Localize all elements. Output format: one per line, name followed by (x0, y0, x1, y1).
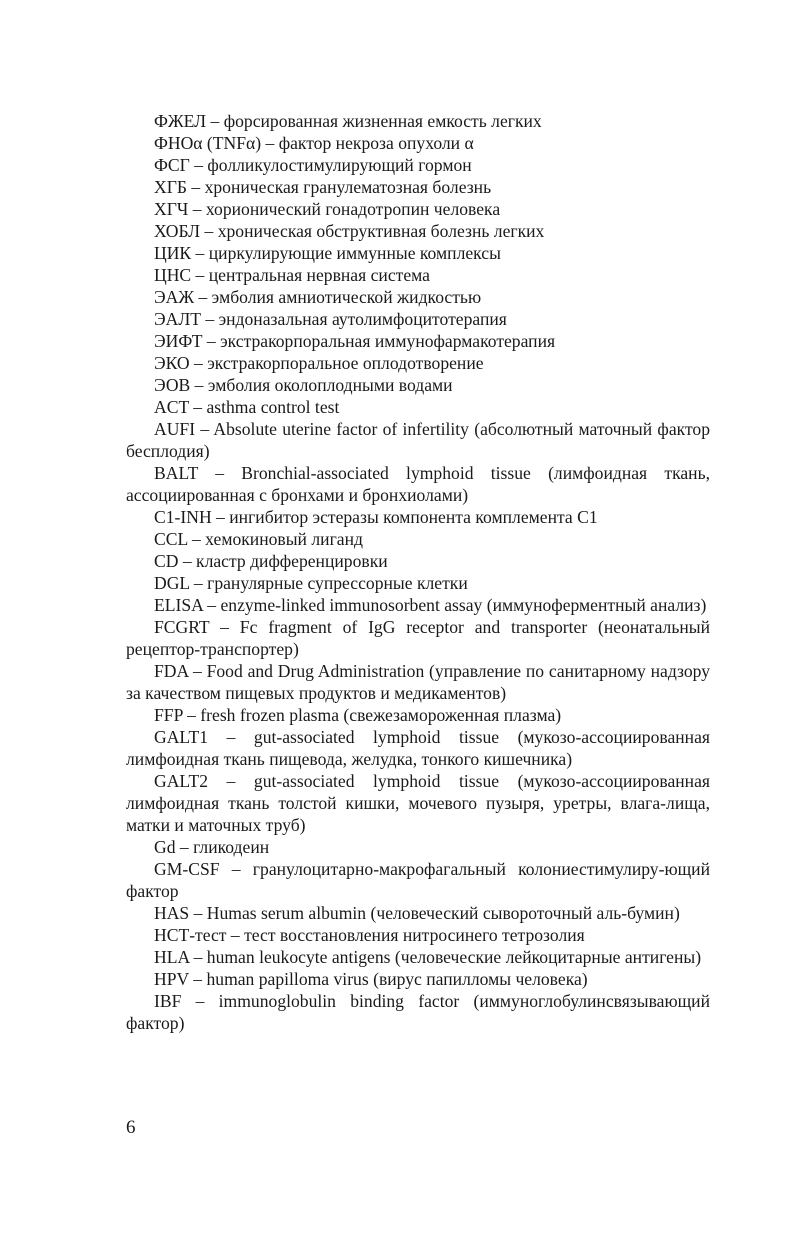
abbreviation-entry: GALT2 – gut-associated lymphoid tissue (мукозо-ассоциированная лимфоидная ткань толстой кишки, мочевого пузыря, уретры, влага-лища, матки и маточных труб) (126, 771, 710, 835)
abbreviation-entry: Gd – гликодеин (154, 837, 270, 857)
abbreviation-entry: ЭИФТ – экстракорпоральная иммунофармакотерапия (154, 331, 556, 351)
abbreviation-entry: ACT – asthma control test (154, 397, 340, 417)
abbreviation-entry: ФНОα (TNFα) – фактор некроза опухоли α (154, 133, 474, 153)
abbreviation-entry: ЭАЖ – эмболия амниотической жидкостью (154, 287, 482, 307)
abbreviation-entry: CCL – хемокиновый лиганд (154, 529, 363, 549)
abbreviation-entry: НСТ-тест – тест восстановления нитросинего тетрозолия (154, 925, 585, 945)
abbreviation-entry: DGL – гранулярные супрессорные клетки (154, 573, 468, 593)
abbreviation-entry: HPV – human papilloma virus (вирус папилломы человека) (154, 969, 588, 989)
abbreviation-entry: GM-CSF – гранулоцитарно-макрофагальный колониестимулиру-ющий фактор (126, 859, 710, 901)
page-number: 6 (126, 1117, 136, 1138)
abbreviation-entry: ХГБ – хроническая гранулематозная болезнь (154, 177, 492, 197)
abbreviation-list (126, 110, 710, 1034)
abbreviation-entry: ЭКО – экстракорпоральное оплодотворение (154, 353, 484, 373)
abbreviation-entry: ХОБЛ – хроническая обструктивная болезнь легких (154, 221, 545, 241)
abbreviation-entry: FFP – fresh frozen plasma (свежезамороженная плазма) (154, 705, 562, 725)
abbreviation-entry: ХГЧ – хорионический гонадотропин человека (154, 199, 501, 219)
abbreviation-entry: ФЖЕЛ – форсированная жизненная емкость легких (154, 111, 542, 131)
abbreviation-entry: ELISA – enzyme-linked immunosorbent assay (иммуноферментный анализ) (154, 595, 707, 615)
abbreviation-entry: ЭАЛТ – эндоназальная аутолимфоцитотерапия (154, 309, 507, 329)
abbreviation-entry: ФСГ – фолликулостимулирующий гормон (154, 155, 472, 175)
abbreviation-entry: BALT – Bronchial-associated lymphoid tissue (лимфоидная ткань, ассоциированная с бронхами и бронхиолами) (126, 463, 710, 505)
abbreviation-entry: C1-INH – ингибитор эстеразы компонента комплемента C1 (154, 507, 598, 527)
abbreviation-entry: ЦНС – центральная нервная система (154, 265, 430, 285)
abbreviation-entry: AUFI – Absolute uterine factor of infertility (абсолютный маточный фактор бесплодия) (126, 419, 710, 461)
abbreviation-entry: ЦИК – циркулирующие иммунные комплексы (154, 243, 501, 263)
abbreviation-entry: HAS – Humas serum albumin (человеческий сывороточный аль-бумин) (154, 903, 680, 923)
abbreviation-entry: GALT1 – gut-associated lymphoid tissue (мукозо-ассоциированная лимфоидная ткань пищевода, желудка, тонкого кишечника) (126, 727, 710, 769)
abbreviation-entry: FDA – Food and Drug Administration (управление по санитарному надзору за качеством пищевых продуктов и медикаментов) (126, 661, 710, 703)
abbreviation-entry: FCGRT – Fc fragment of IgG receptor and transporter (неонатальный рецептор-транспортер) (126, 617, 710, 659)
abbreviation-entry: HLA – human leukocyte antigens (человеческие лейкоцитарные антигены) (154, 947, 702, 967)
abbreviation-entry: CD – кластр дифференцировки (154, 551, 388, 571)
abbreviation-entry: IBF – immunoglobulin binding factor (иммуноглобулинсвязывающий фактор) (126, 991, 710, 1033)
abbreviation-entry: ЭОВ – эмболия околоплодными водами (154, 375, 453, 395)
